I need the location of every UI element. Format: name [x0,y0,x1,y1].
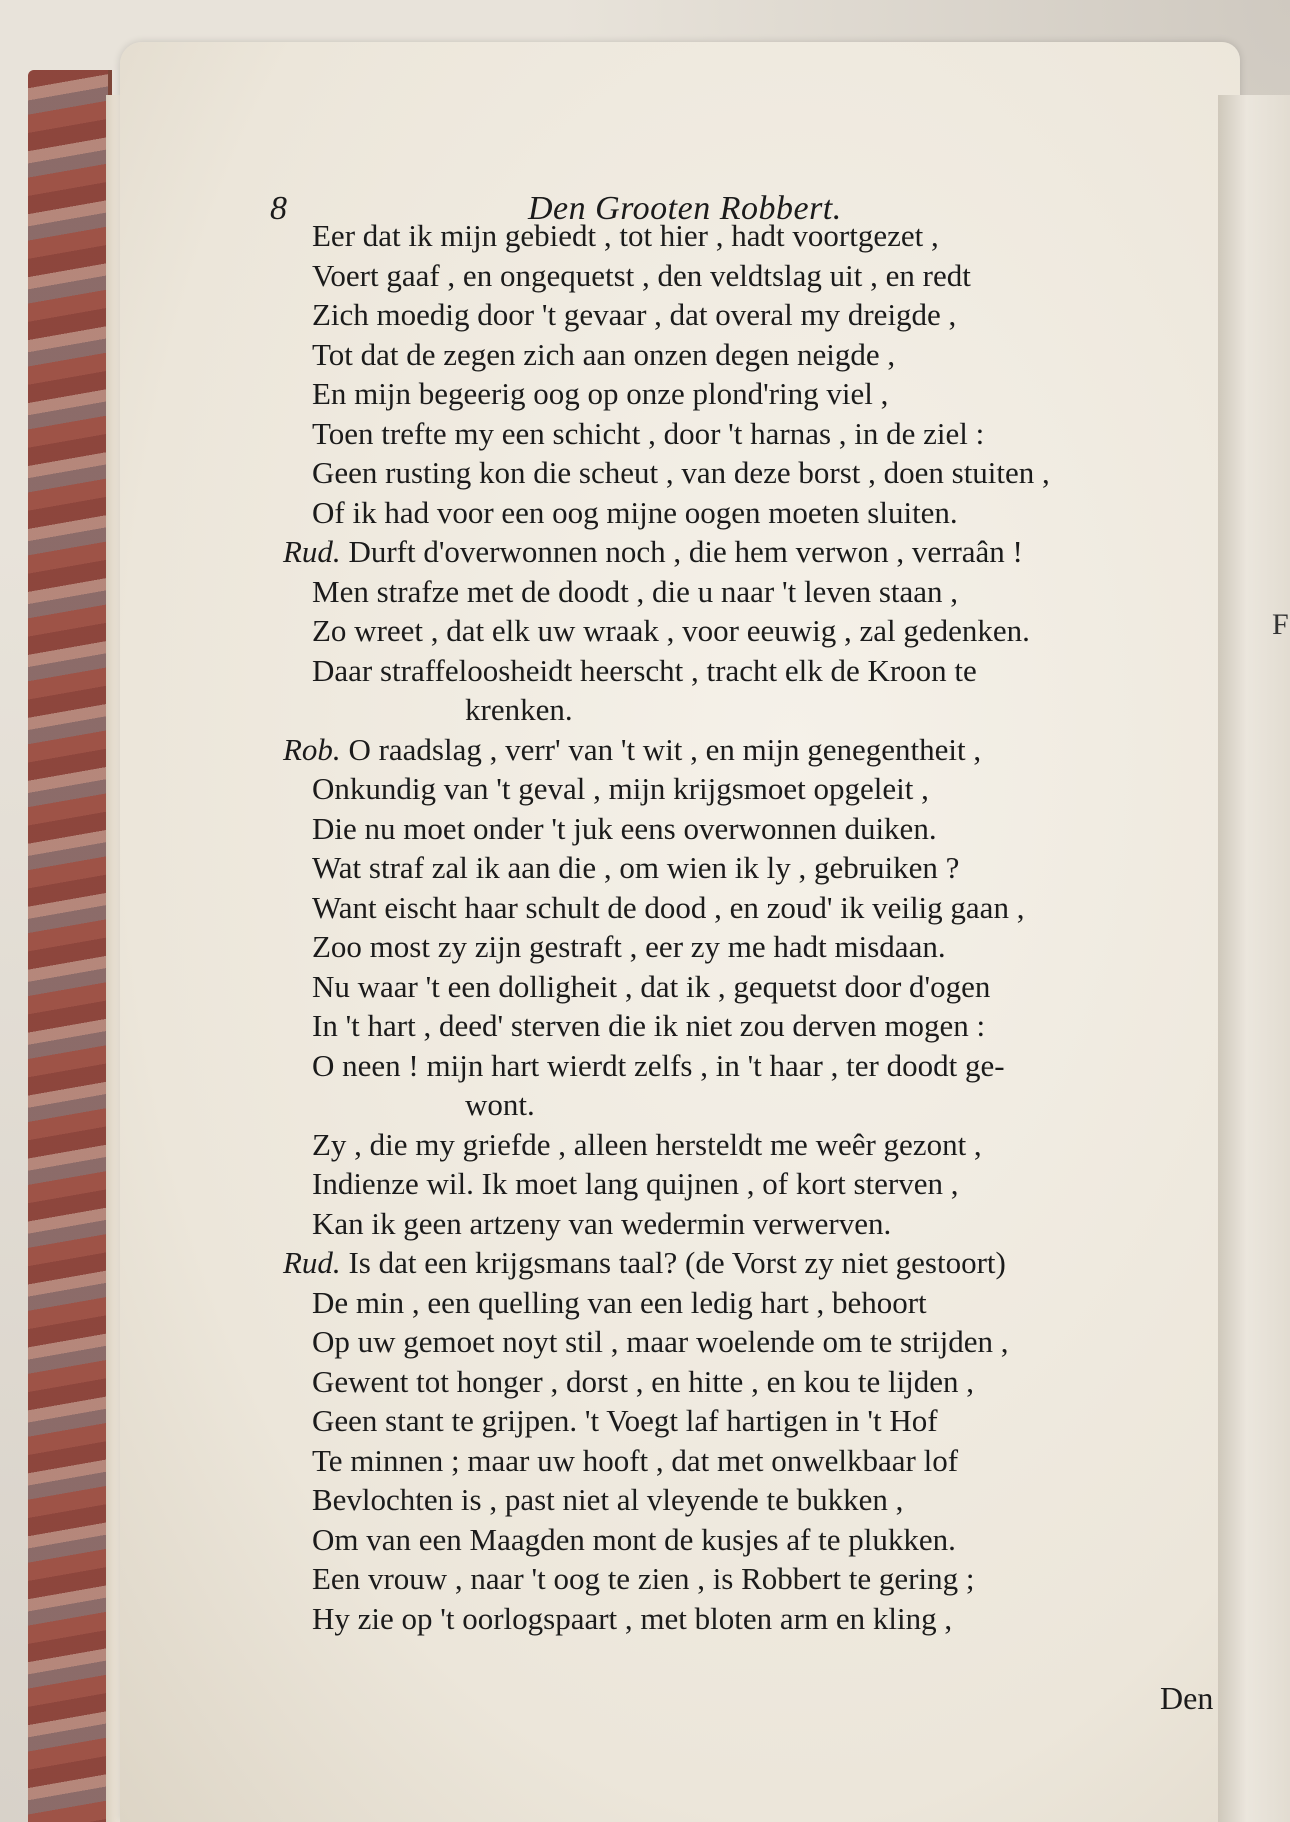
verse-line [312,1522,956,1558]
verse-text: Wat straf zal ik aan die , om wien ik ly , gebruiken ? [312,850,960,885]
verse-text: Zo wreet , dat elk uw wraak , voor eeuwig , zal gedenken. [312,613,1030,648]
verse-text: O raadslag , verr' van 't wit , en mijn genegentheit , [348,731,982,767]
adjacent-page-letter: F [1272,608,1289,641]
verse-text: Want eischt haar schult de dood , en zoud' ik veilig gaan , [312,889,1025,925]
verse-line [312,1443,958,1479]
verse-text: Op uw gemoet noyt stil , maar woelende om te strijden , [312,1324,1009,1359]
verse-line [312,929,946,965]
verse-line [312,969,990,1005]
verse-text: Bevlochten is , past niet al vleyende te bukken , [312,1482,904,1517]
verse-text: Hy zie op 't oorlogspaart , met bloten arm en kling , [312,1600,953,1636]
verse-text: O neen ! mijn hart wierdt zelfs , in 't haar , ter doodt ge- [312,1047,1005,1083]
verse-line [312,653,977,689]
verse-line [465,692,573,728]
verse-line [312,1127,982,1163]
speaker-label: Rud. [283,1245,349,1280]
verse-line [312,850,959,886]
verse-text: Nu waar 't een dolligheit , dat ik , gequetst door d'ogen [312,968,991,1004]
verse-text: Gewent tot honger , dorst , en hitte , en kou te lijden , [312,1363,975,1399]
verse-line [312,771,929,807]
verse-text: krenken. [465,692,573,727]
verse-text: Of ik had voor een oog mijne oogen moeten sluiten. [312,494,958,530]
catchword: Den [1160,1680,1214,1716]
verse-text: Voert gaaf , en ongequetst , den veldtslag uit , en redt [312,257,971,293]
verse-text: Is dat een krijgsmans taal? (de Vorst zy niet gestoort) [348,1245,1006,1280]
verse-text: Zy , die my griefde , alleen hersteldt me weêr gezont , [312,1126,982,1162]
verse-text: Zoo most zy zijn gestraft , eer zy me hadt misdaan. [312,929,946,964]
verse-line [465,1087,535,1123]
verse-line [312,1324,1009,1360]
verse-text: En mijn begeerig oog op onze plond'ring viel , [312,376,889,411]
verse-line [312,1285,927,1321]
verse-text: Tot dat de zegen zich aan onzen degen neigde , [312,336,896,372]
verse-line [312,613,1030,649]
verse-line [283,1245,1006,1281]
verse-text: Een vrouw , naar 't oog te zien , is Robbert te gering ; [312,1561,975,1596]
verse-line [312,574,958,610]
verse-text: Onkundig van 't geval , mijn krijgsmoet opgeleit , [312,771,929,806]
verse-text: Die nu moet onder 't juk eens overwonnen duiken. [312,810,937,846]
verse-text: wont. [465,1087,535,1122]
verse-line [283,732,981,768]
verse-line [312,376,888,412]
running-head: Den Grooten Robbert. [528,190,842,227]
verse-line [312,455,1050,491]
verse-text: Indienze wil. Ik moet lang quijnen , of kort sterven , [312,1166,959,1201]
verse-line [312,495,958,531]
verse-text: Daar straffeloosheidt heerscht , tracht elk de Kroon te [312,652,977,688]
verse-text: De min , een quelling van een ledig hart , behoort [312,1284,927,1320]
verse-line [312,1561,974,1597]
verse-line [312,1166,959,1202]
speaker-label: Rob. [283,731,349,767]
verse-line [312,1206,891,1242]
verse-line [312,258,971,294]
verse-text: Durft d'overwonnen noch , die hem verwon , verraân ! [348,534,1023,569]
verse-line [312,337,895,373]
verse-text: Eer dat ik mijn gebiedt , tot hier , hadt voortgezet , [312,218,939,253]
speaker-label: Rud. [283,534,349,569]
verse-text: Geen rusting kon die scheut , van deze borst , doen stuiten , [312,455,1050,490]
verse-line [283,534,1023,570]
verse-text: Om van een Maagden mont de kusjes af te plukken. [312,1521,956,1557]
verse-line [312,1048,1005,1084]
verse-line [312,811,937,847]
verse-line [312,1482,903,1518]
verse-line [312,297,956,333]
verse-line [312,1364,974,1400]
verse-text: Men strafze met de doodt , die u naar 't leven staan , [312,573,959,609]
verse-line [312,890,1024,926]
verse-text: Kan ik geen artzeny van wedermin verwerven. [312,1205,892,1241]
verse-line [312,416,984,452]
page-number: 8 [270,190,287,227]
verse-line [312,1403,938,1439]
verse-text: Te minnen ; maar uw hooft , dat met onwelkbaar lof [312,1442,959,1478]
verse-line [312,218,939,254]
verse-text: Toen trefte my een schicht , door 't harnas , in de ziel : [312,415,985,451]
verse-line [312,1008,985,1044]
verse-line [312,1601,952,1637]
verse-text: Geen stant te grijpen. 't Voegt laf hartigen in 't Hof [312,1403,938,1438]
verse-text: In 't hart , deed' sterven die ik niet zou derven mogen : [312,1008,986,1043]
verse-text: Zich moedig door 't gevaar , dat overal my dreigde , [312,297,957,332]
